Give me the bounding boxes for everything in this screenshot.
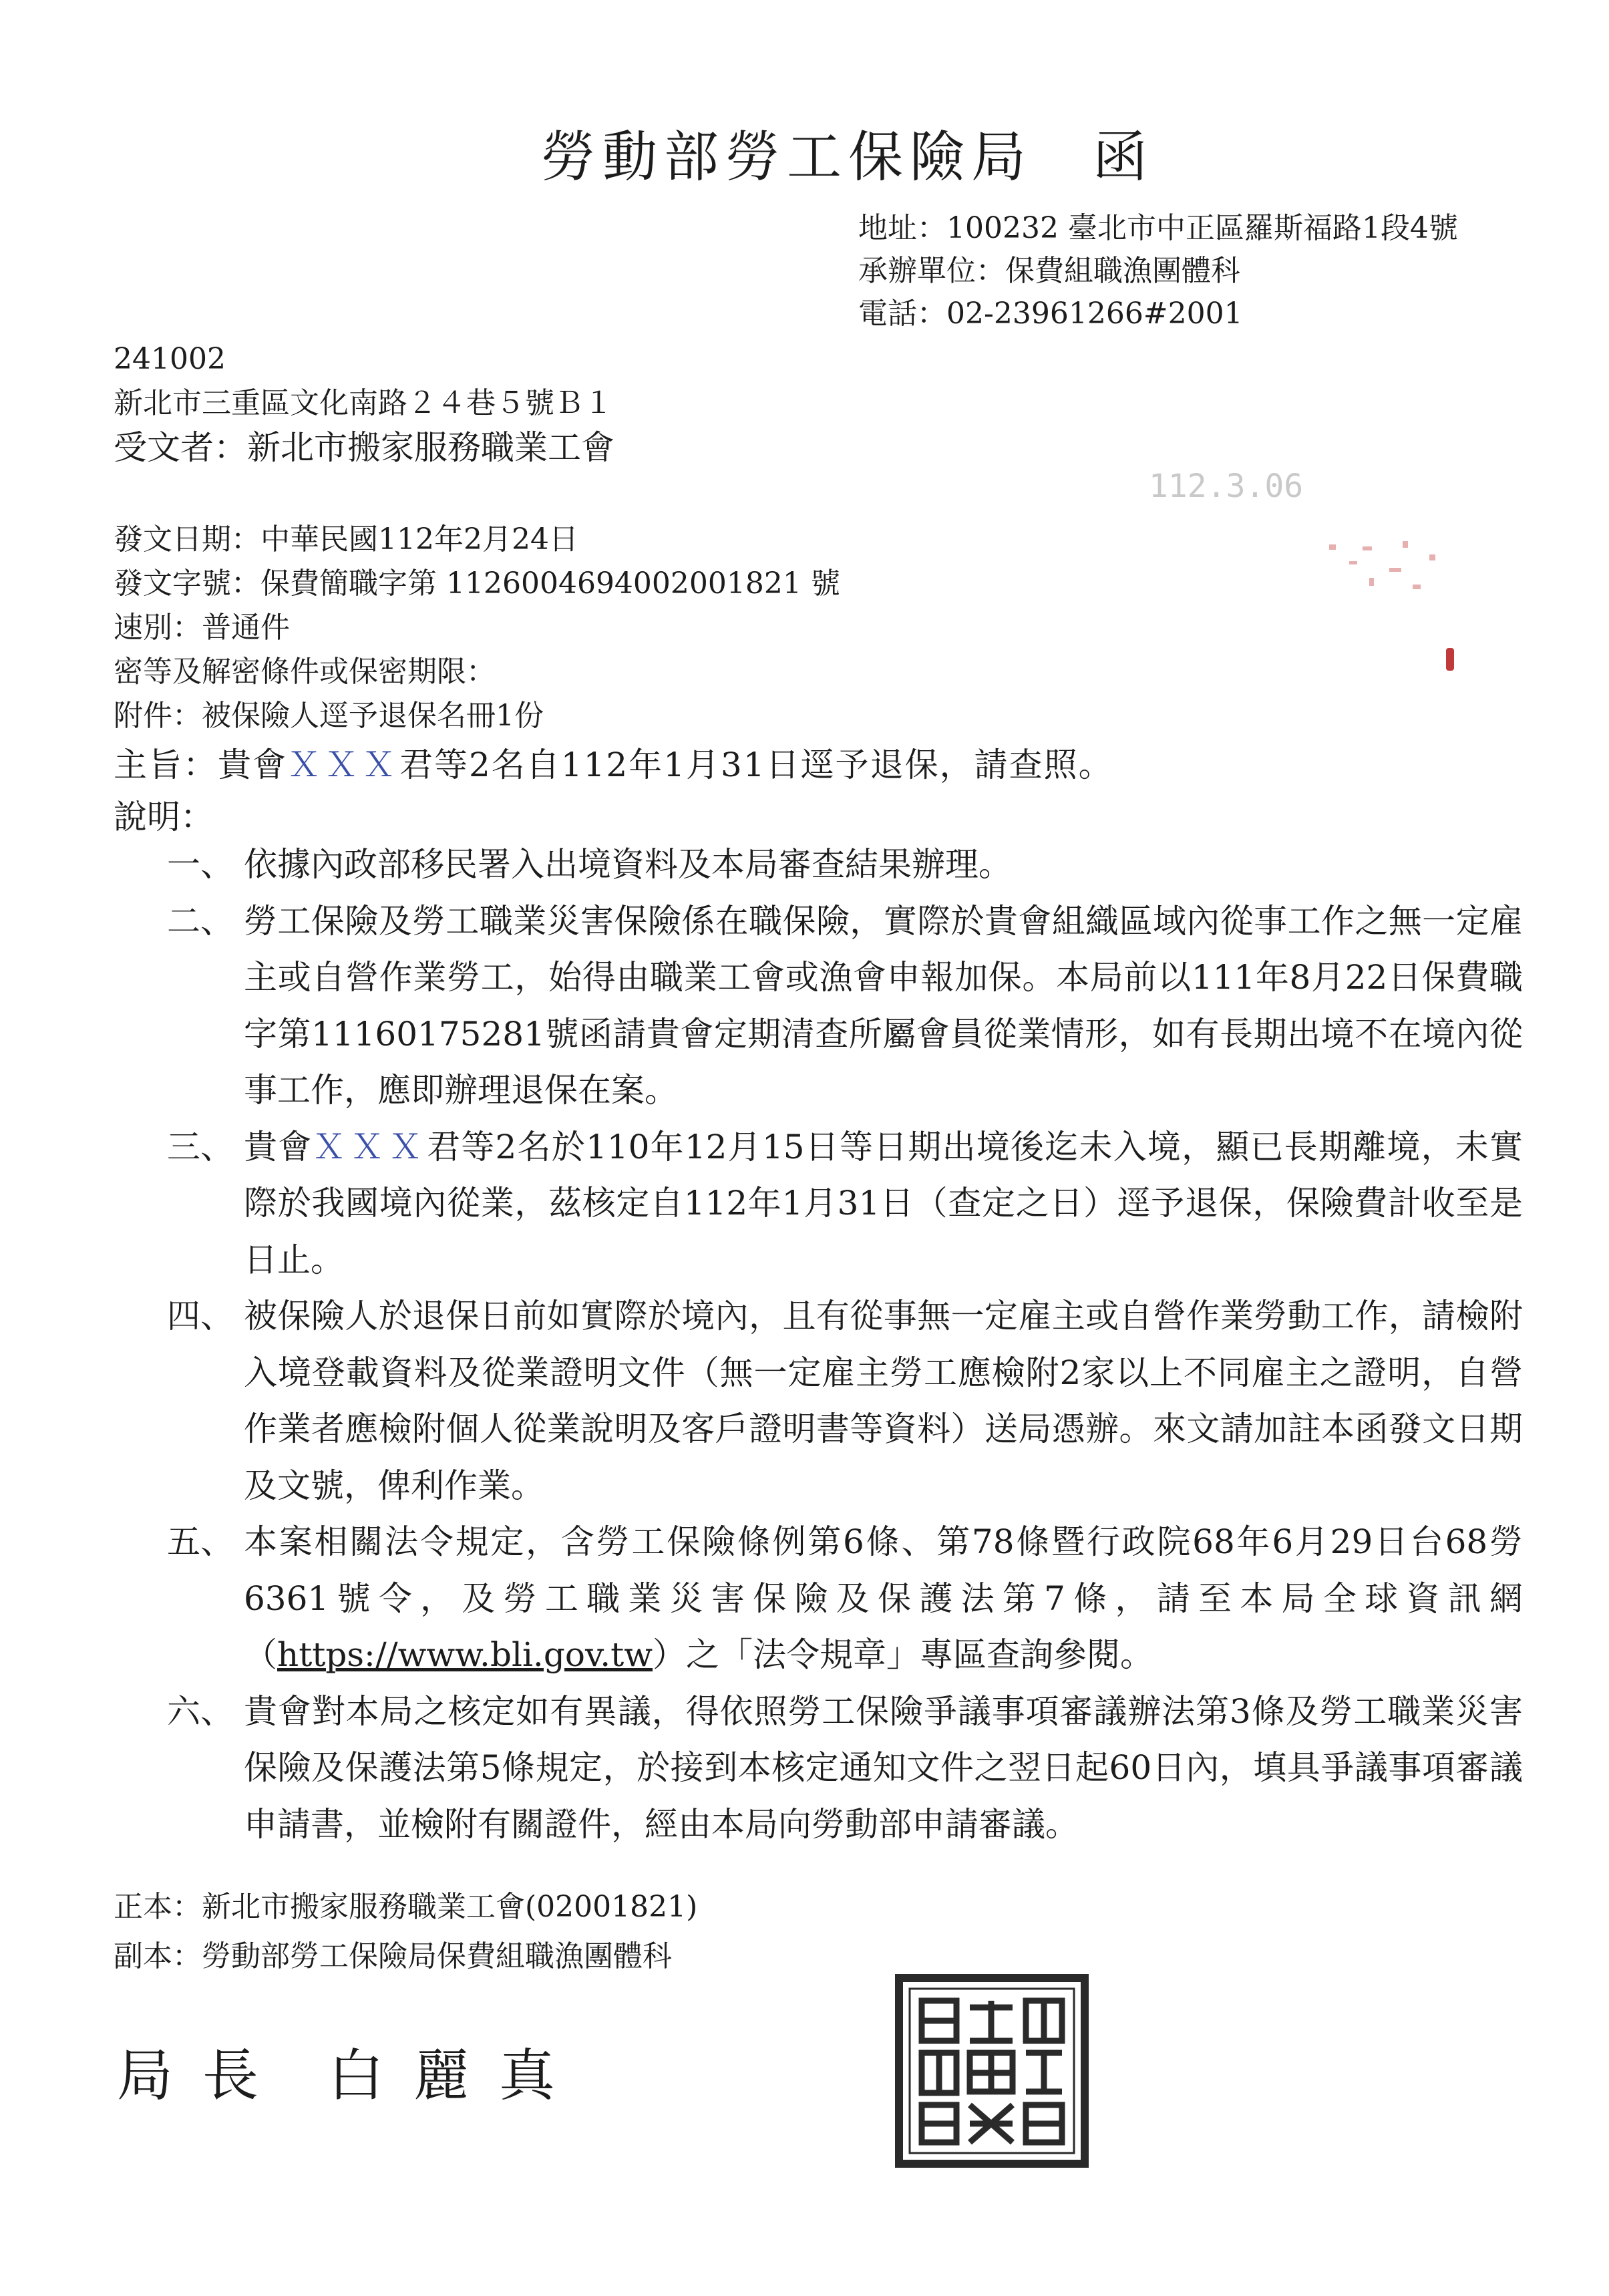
explanation-label: 說明： <box>114 798 214 836</box>
sender-contact-block <box>858 207 1458 335</box>
signer-name: 白麗真 <box>328 2043 585 2108</box>
subject-suffix: 君等2名自112年1月31日逕予退保，請查照。 <box>399 746 1113 784</box>
item-text-prefix: 貴會 <box>244 1127 313 1166</box>
attachment: 附件：被保險人逕予退保名冊1份 <box>114 699 544 733</box>
signer-title: 局長 <box>117 2043 289 2108</box>
secrecy-level: 密等及解密條件或保密期限： <box>114 655 496 689</box>
document-title <box>541 114 1154 192</box>
recipient-block <box>114 337 614 470</box>
issuing-agency: 勞動部勞工保險局 <box>541 126 1033 189</box>
explanation-list <box>167 836 1523 1852</box>
original-recipient: 正本：新北市搬家服務職業工會(02001821) <box>114 1890 698 1924</box>
item-number: 三、 <box>167 1127 234 1166</box>
delivery-speed: 速別：普通件 <box>114 611 290 645</box>
recipient-address: 新北市三重區文化南路２４巷５號Ｂ１ <box>114 386 613 420</box>
item-number: 六、 <box>167 1691 234 1731</box>
explanation-item <box>167 836 1523 893</box>
stamp-date: 112.3.06 <box>1149 468 1304 505</box>
item-text-suffix: ）之「法令規章」專區查詢參閱。 <box>653 1635 1154 1674</box>
item-number: 四、 <box>167 1297 234 1335</box>
item-text-suffix: 君等2名於110年12月15日等日期出境後迄未入境，顯已長期離境，未實際於我國境內從業，茲核定自112年1月31日（查定之日）逕予退保，保險費計收至是日止。 <box>244 1127 1524 1279</box>
addressee: 受文者：新北市搬家服務職業工會 <box>114 428 614 467</box>
website-link[interactable]: https://www.bli.gov.tw <box>277 1635 653 1674</box>
copy-recipient: 副本：勞動部勞工保險局保費組職漁團體科 <box>114 1939 672 1973</box>
sender-address: 地址：100232 臺北市中正區羅斯福路1段4號 <box>858 211 1458 245</box>
signature-block <box>117 2031 584 2112</box>
seal-stamp-graphic <box>895 1974 1089 2168</box>
redacted-name: ＸＸＸ <box>287 746 399 784</box>
handling-unit: 承辦單位：保費組職漁團體科 <box>858 254 1240 288</box>
subject-prefix: 主旨：貴會 <box>114 746 287 784</box>
item-text: 依據內政部移民署入出境資料及本局審查結果辦理。 <box>244 845 1012 884</box>
sender-phone: 電話：02-23961266#2001 <box>858 297 1243 331</box>
issue-date: 發文日期：中華民國112年2月24日 <box>114 522 578 556</box>
item-text-prefix: 本案相關法令規定，含勞工保險條例第6條、第78條暨行政院68年6月29日台68勞6361號令，及勞工職業災害保險及保護法第7條，請至本局全球資訊網（ <box>244 1522 1523 1674</box>
distribution-list <box>114 1882 697 1981</box>
explanation-item <box>167 893 1523 1119</box>
received-date-stamp <box>1149 468 1496 695</box>
item-text <box>244 1514 1523 1683</box>
redacted-name: ＸＸＸ <box>312 1127 427 1166</box>
subject-line <box>114 738 1113 786</box>
document-type: 函 <box>1093 126 1155 189</box>
item-number: 五、 <box>167 1522 234 1561</box>
item-text: 被保險人於退保日前如實際於境內，且有從事無一定雇主或自營作業勞動工作，請檢附入境登載資料及從業證明文件（無一定雇主勞工應檢附2家以上不同雇主之證明，自營作業者應檢附個人從業說明及客戶證明書等資料）送局憑辦。來文請加註本函發文日期及文號，俾利作業。 <box>244 1297 1523 1505</box>
explanation-item <box>167 1288 1523 1514</box>
recipient-postal-code: 241002 <box>114 342 226 376</box>
document-number: 發文字號：保費簡職字第 1126004694002001821 號 <box>114 566 840 601</box>
explanation-item <box>167 1119 1523 1289</box>
document-meta <box>114 518 840 738</box>
item-number: 二、 <box>167 901 234 941</box>
explanation-item <box>167 1683 1523 1853</box>
item-text: 貴會對本局之核定如有異議，得依照勞工保險爭議事項審議辦法第3條及勞工職業災害保險及保護法第5條規定，於接到本核定通知文件之翌日起60日內，填具爭議事項審議申請書，並檢附有關證件，經由本局向勞動部申請審議。 <box>244 1691 1523 1844</box>
official-seal <box>895 1974 1089 2168</box>
item-number: 一、 <box>167 845 234 884</box>
item-text: 勞工保險及勞工職業災害保險係在職保險，實際於貴會組織區域內從事工作之無一定雇主或自營作業勞工，始得由職業工會或漁會申報加保。本局前以111年8月22日保費職字第11160175281號函請貴會定期清查所屬會員從業情形，如有長期出境不在境內從事工作，應即辦理退保在案。 <box>244 901 1523 1110</box>
item-text <box>244 1119 1523 1289</box>
explanation-item <box>167 1514 1523 1683</box>
